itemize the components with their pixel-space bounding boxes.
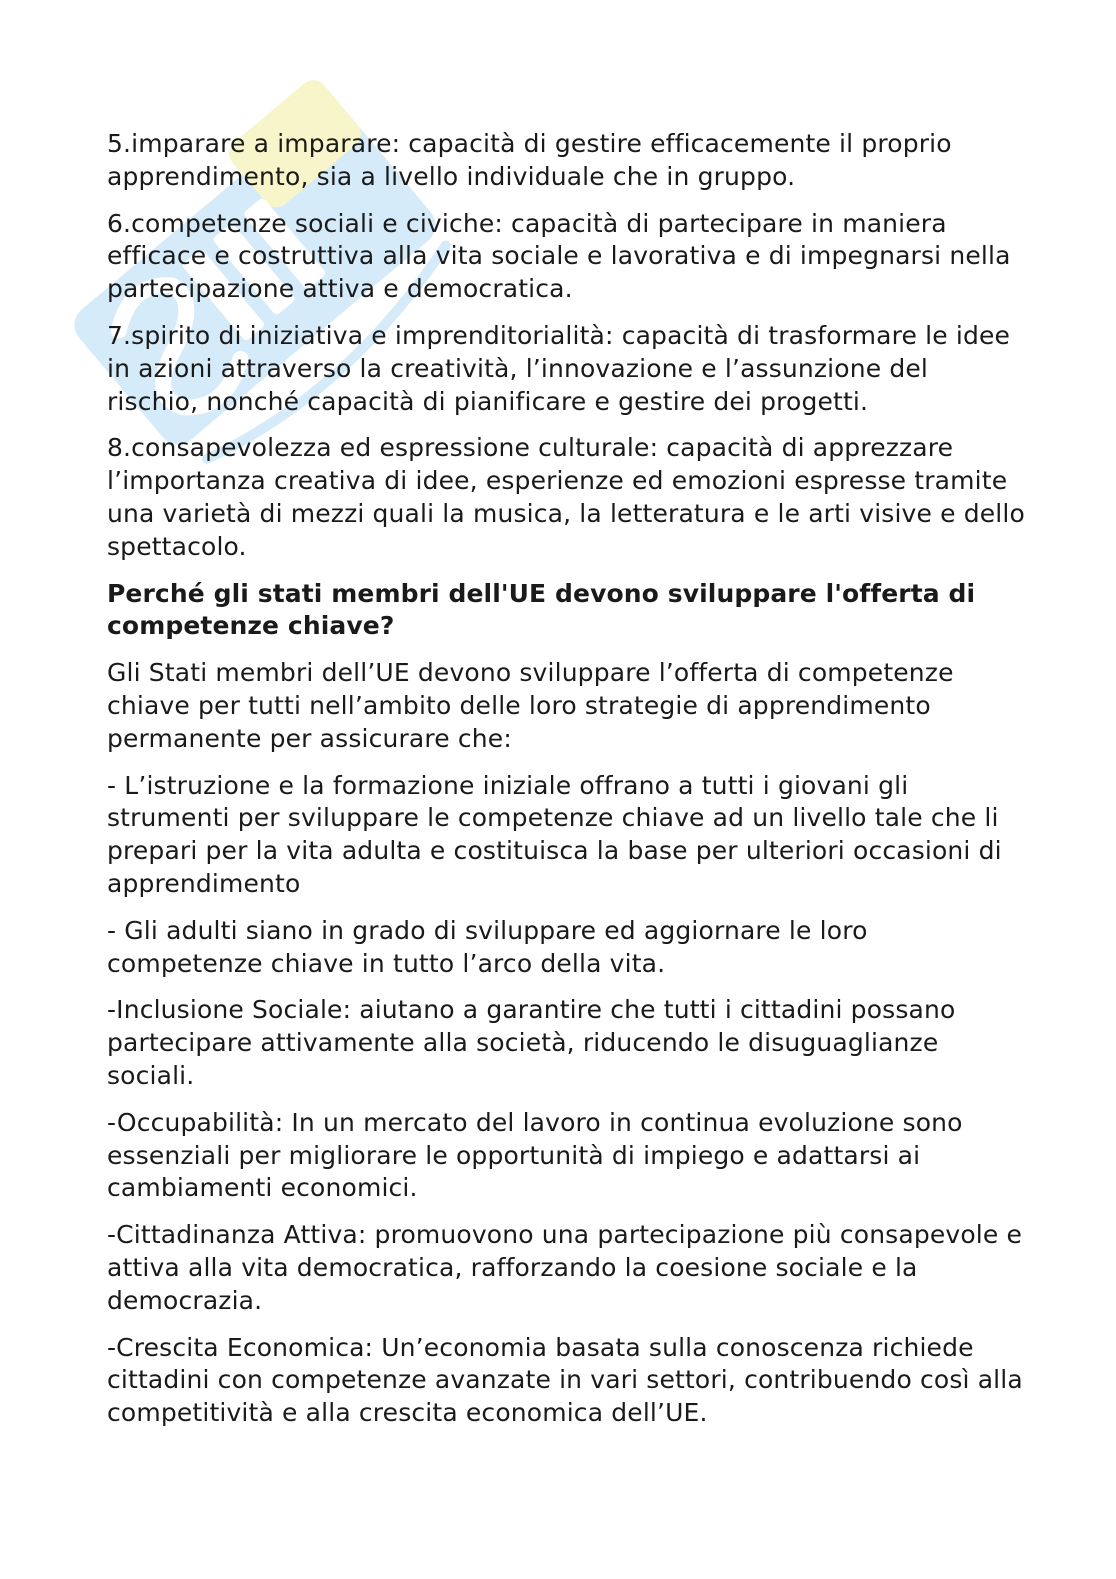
competency-6: 6.competenze sociali e civiche: capacità di partecipare in maniera efficace e costruttiva alla vita sociale e lavorativa e di impegnarsi nella partecipazione attiva e democratica. (107, 208, 1011, 304)
competency-5: 5.imparare a imparare: capacità di gestire efficacemente il proprio apprendimento, sia a livello individuale che in gruppo. (107, 129, 952, 191)
section-heading: Perché gli stati membri dell'UE devono sviluppare l'offerta di competenze chiave? (107, 578, 976, 641)
point-adulti: - Gli adulti siano in grado di sviluppare ed aggiornare le loro competenze chiave in tutto l’arco della vita. (107, 915, 868, 978)
point-occupabilita: -Occupabilità: In un mercato del lavoro in continua evoluzione sono essenziali per migliorare le opportunità di impiego e adattarsi ai cambiamenti economici. (107, 1107, 963, 1203)
point-cittadinanza-attiva: -Cittadinanza Attiva: promuovono una partecipazione più consapevole e attiva alla vita democratica, rafforzando la coesione sociale e la democrazia. (107, 1220, 1023, 1315)
point-istruzione: - L’istruzione e la formazione iniziale offrano a tutti i giovani gli strumenti per sviluppare le competenze chiave ad un livello tale che li prepari per la vita adulta e costituisca la base per ulteriori occasioni di apprendimento (107, 770, 1002, 898)
point-inclusione-sociale: -Inclusione Sociale: aiutano a garantire che tutti i cittadini possano partecipare attivamente alla società, riducendo le disuguaglianze sociali. (107, 995, 956, 1090)
intro-paragraph: Gli Stati membri dell’UE devono sviluppare l’offerta di competenze chiave per tutti nell’ambito delle loro strategie di apprendimento permanente per assicurare che: (107, 658, 954, 753)
competency-8: 8.consapevolezza ed espressione culturale: capacità di apprezzare l’importanza creativa di idee, esperienze ed emozioni espresse tramite una varietà di mezzi quali la musica, la letteratura e le arti visive e dello spettacolo. (107, 433, 1025, 561)
document-page (107, 128, 1027, 1444)
competency-7: 7.spirito di iniziativa e imprenditorialità: capacità di trasformare le idee in azioni attraverso la creatività, l’innovazione e l’assunzione del rischio, nonché capacità di pianificare e gestire dei progetti. (107, 320, 1011, 416)
point-crescita-economica: -Crescita Economica: Un’economia basata sulla conoscenza richiede cittadini con competenze avanzate in vari settori, contribuendo così alla competitività e alla crescita economica dell’UE. (107, 1332, 1023, 1428)
